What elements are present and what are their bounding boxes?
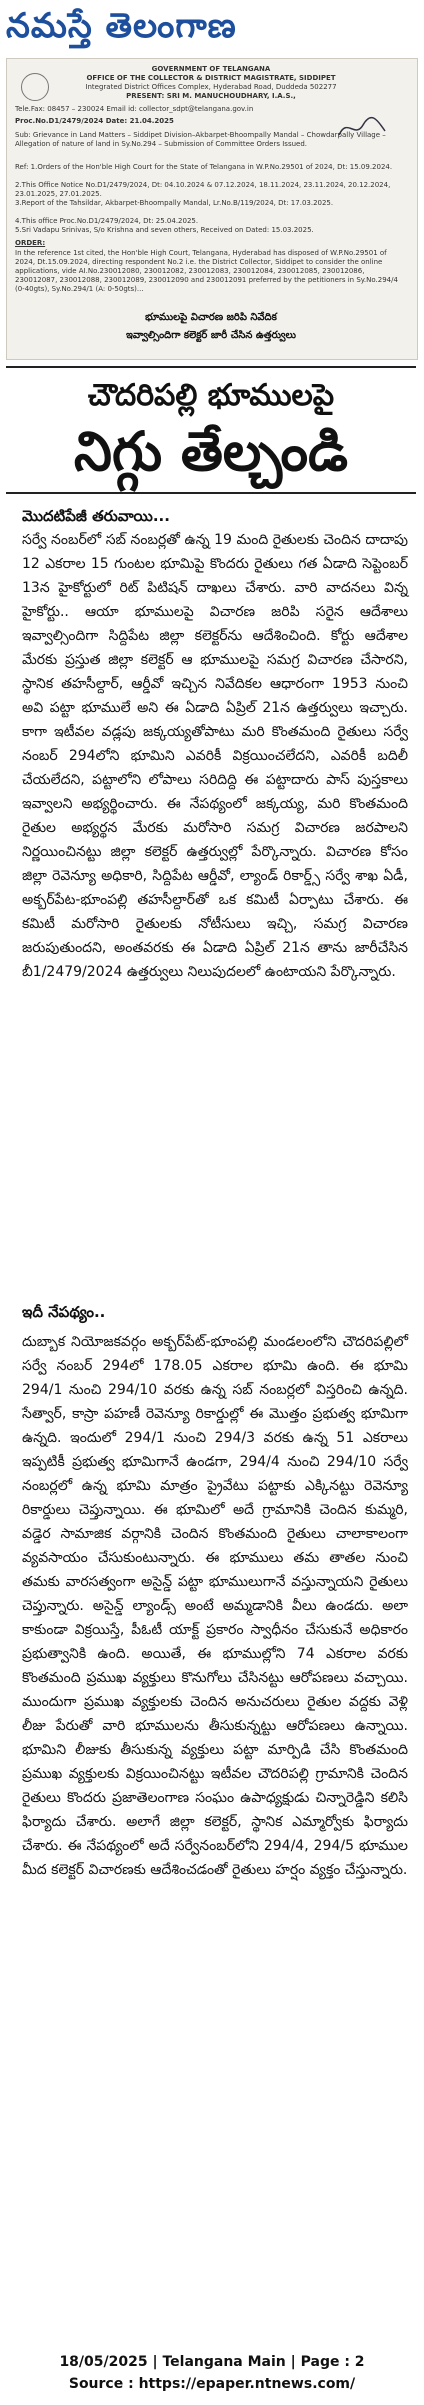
- clip-caption-line: ఇవ్వాల్సిందిగా కలెక్టర్ జారీ చేసిన ఉత్తర్వులు: [125, 330, 297, 341]
- clip-caption-line: భూములపై విచారణ జరిపి నివేదిక: [145, 312, 277, 323]
- section-subhead: ఇదీ నేపథ్యం..: [22, 1303, 106, 1321]
- order-line: Integrated District Offices Complex, Hyderabad Road, Duddeda 502277: [85, 83, 337, 91]
- footer-date-line: 18/05/2025 | Telangana Main | Page : 2: [59, 2354, 365, 2370]
- order-line: PRESENT: SRI M. MANUCHOUDHARY, I.A.S.,: [126, 92, 296, 100]
- order-line: Proc.No.D1/2479/2024 Date: 21.04.2025: [15, 117, 174, 125]
- order-line: Ref: 1.Orders of the Hon'ble High Court for the State of Telangana in W.P.No.29501 of 2024, Dt: 15.09.2024.: [15, 163, 393, 171]
- order-line: 5.Sri Vadapu Srinivas, S/o Krishna and seven others, Received on Dated: 15.03.2025.: [15, 226, 314, 234]
- divider: [6, 492, 416, 494]
- order-line: 4.This office Proc.No.D1/2479/2024, Dt: 25.04.2025.: [15, 217, 199, 225]
- signature-mark: [337, 115, 387, 141]
- newspaper-title: నమస్తే తెలంగాణ: [6, 6, 237, 46]
- order-document-image: [6, 58, 418, 360]
- order-line: GOVERNMENT OF TELANGANA: [151, 65, 271, 73]
- article-paragraph: దుబ్బాక నియోజకవర్గం అక్బర్‌పేట్-భూంపల్లి మండలంలోని చౌదరిపల్లిలో సర్వే నంబర్ 294లో 178.05 ఎకరాల భూమి ఉంది. ఈ భూమి 294/1 నుంచి 294/10 వరకు ఉన్న సబ్ నంబర్లలో విస్తరించి ఉన్నది. సేత్వార్, కాస్రా పహణీ రెవెన్యూ రికార్డుల్లో ఈ మొత్తం ప్రభుత్వ భూమిగా ఉన్నది. ఇందులో 294/1 నుంచి 294/3 వరకు ఉన్న 51 ఎకరాలు ఇప్పటికీ ప్రభుత్వ భూమిగానే ఉండగా, 294/4 నుంచి 294/10 సర్వే నంబర్లలో ఉన్న భూమి మాత్రం ప్రైవేటు పట్టాకు ఎక్కినట్టు రెవెన్యూ రికార్డులు చెప్తున్నాయి. ఈ భూమిలో అదే గ్రామానికి చెందిన కుమ్మరి, వడ్డెర సామాజిక వర్గానికి చెందిన కొంతమంది రైతులు చాలాకాలంగా వ్యవసాయం చేసుకుంటున్నారు. ఈ భూములు తమ తాతల నుంచి తమకు వారసత్వంగా అసైన్డ్ పట్టా భూములుగానే వస్తున్నాయని రైతులు చెప్తున్నారు. అసైన్డ్ ల్యాండ్స్ అంటే అమ్మడానికి వీలు ఉండదు. అలా కాకుండా విక్రయిస్తే, పీఓటీ యాక్ట్ ప్రకారం స్వాధీనం చేసుకునే అధికారం ప్రభుత్వానికి ఉంది. అయితే, ఈ భూముల్లోని 74 ఎకరాల వరకు కొంతమంది ప్రముఖ వ్యక్తులు కొనుగోలు చేసినట్టు ఆరోపణలు వచ్చాయి. ముందుగా ప్రముఖ వ్యక్తులకు చెందిన అనుచరులు రైతుల వద్దకు వెళ్లి లీజు పేరుతో వారి భూములను తీసుకున్నట్టు ఆరోపణలు ఉన్నాయి. భూమిని లీజుకు తీసుకున్న వ్యక్తులు పట్టా మార్పిడి చేసి కొంతమంది ప్రముఖ వ్యక్తులకు విక్రయించినట్టు ఇటీవల చౌదరిపల్లి గ్రామానికి చెందిన రైతులు కొందరు ప్రజాతెలంగాణ సంఘం ఉపాధ్యక్షుడు చిన్నారెడ్డిని కలిసి ఫిర్యాదు చేశారు. అలాగే జిల్లా కలెక్టర్, స్థానిక ఎమ్మార్వోకు ఫిర్యాదు చేశారు. ఈ నేపథ్యంలో అదే సర్వేనంబర్‌లోని 294/4, 294/5 భూముల మీద కలెక్టర్ విచారణకు ఆదేశించడంతో రైతులు హర్షం వ్యక్తం చేస్తున్నారు.: [22, 1334, 408, 1878]
- order-line: 3.Report of the Tahsildar, Akbarpet-Bhoompally Mandal, Lr.No.B/119/2024, Dt: 17.03.2025.: [15, 199, 334, 207]
- order-line: Sub: Grievance in Land Matters – Siddipet Division–Akbarpet-Bhoompally Mandal – Chowdarpally Village – Allegation of nature of land in Sy.No.294 – Submission of Committee Orders Issued.: [15, 131, 386, 148]
- headline-line-1: చౌదరిపల్లి భూములపై: [87, 378, 335, 413]
- order-line: ORDER:: [15, 239, 46, 247]
- footer-source-line: Source : https://epaper.ntnews.com/: [68, 2376, 356, 2392]
- order-line: OFFICE OF THE COLLECTOR & DISTRICT MAGISTRATE, SIDDIPET: [86, 74, 336, 82]
- divider: [6, 366, 416, 368]
- order-line: In the reference 1st cited, the Hon'ble High Court, Telangana, Hyderabad has disposed of W.P.No.29501 of 2024, Dt.15.09.2024, directing respondent No.2 i.e. the District Collector, Siddipet to consider the online applications, vide AI.No.230012080, 230012082, 230012083, 230012084, 230012085, 230012086, 230012087, 230012088, 230012089, 230012090 and 230012091 preferred by the petitioners in Sy.No.294/4 (0-40gts), Sy.No.294/1 (A: 0-50gts)...: [15, 249, 398, 293]
- masthead: [0, 0, 424, 52]
- order-line: Tele.Fax: 08457 – 230024 Email id: collector_sdpt@telangana.gov.in: [15, 105, 254, 113]
- section-subhead: మొదటిపేజీ తరువాయి...: [22, 507, 170, 525]
- headline-line-2: నిగ్గు తేల్చండి: [74, 420, 348, 483]
- order-line: 2.This Office Notice No.D1/2479/2024, Dt: 04.10.2024 & 07.12.2024, 18.11.2024, 23.11.2024, 20.12.2024, 23.01.2025, 27.01.2025.: [15, 181, 391, 198]
- article-paragraph: సర్వే నంబర్‌లో సబ్ నంబర్లతో ఉన్న 19 మంది రైతులకు చెందిన దాదాపు 12 ఎకరాల 15 గుంటల భూమిపై కొందరు రైతులు గత ఏడాది సెప్టెంబర్ 13న హైకోర్టులో రిట్ పిటిషన్ దాఖలు చేశారు. వారి వాదనలు విన్న హైకోర్టు.. ఆయా భూములపై విచారణ జరిపి సరైన ఆదేశాలు ఇవ్వాల్సిందిగా సిద్దిపేట జిల్లా కలెక్టర్‌ను ఆదేశించింది. కోర్టు ఆదేశాల మేరకు ప్రస్తుత జిల్లా కలెక్టర్ ఆ భూములపై సమగ్ర విచారణ చేసారని, స్థానిక తహసీల్దార్, ఆర్డీవో ఇచ్చిన నివేదికల ఆధారంగా 1953 నుంచి అవి పట్టా భూములే అని ఈ ఏడాది ఏప్రిల్ 21న ఉత్తర్వులు ఇచ్చారు. కాగా ఇటీవల వడ్లపు జక్కయ్యతోపాటు మరి కొంతమంది రైతులు సర్వే నంబర్ 294లోని భూమిని ఎవరికీ విక్రయించలేదని, ఎవరికీ బదిలీ చేయలేదని, పట్టాలోని లోపాలు సరిదిద్ది ఈ పట్టాదారు పాస్ పుస్తకాలు ఇవ్వాలని అభ్యర్థించారు. ఈ నేపథ్యంలో జక్కయ్య, మరి కొంతమంది రైతుల అభ్యర్థన మేరకు మరోసారి సమగ్ర విచారణ జరపాలని నిర్ణయించినట్టు జిల్లా కలెక్టర్ ఉత్తర్వుల్లో పేర్కొన్నారు. విచారణ కోసం జిల్లా రెవెన్యూ అధికారి, సిద్దిపేట ఆర్డీవో, ల్యాండ్ రికార్డ్స్ సర్వే శాఖ ఏడీ, అక్బర్‌పేట-భూంపల్లి తహసీల్దార్‌తో ఒక కమిటీ ఏర్పాటు చేశారు. ఈ కమిటీ మరోసారి రైతులకు నోటీసులు ఇచ్చి, సమగ్ర విచారణ జరుపుతుందని, అంతవరకు ఈ ఏడాది ఏప్రిల్ 21న తాను జారీచేసిన బీ1/2479/2024 ఉత్తర్వులు నిలుపుదలలో ఉంటాయని పేర్కొన్నారు.: [22, 532, 408, 980]
